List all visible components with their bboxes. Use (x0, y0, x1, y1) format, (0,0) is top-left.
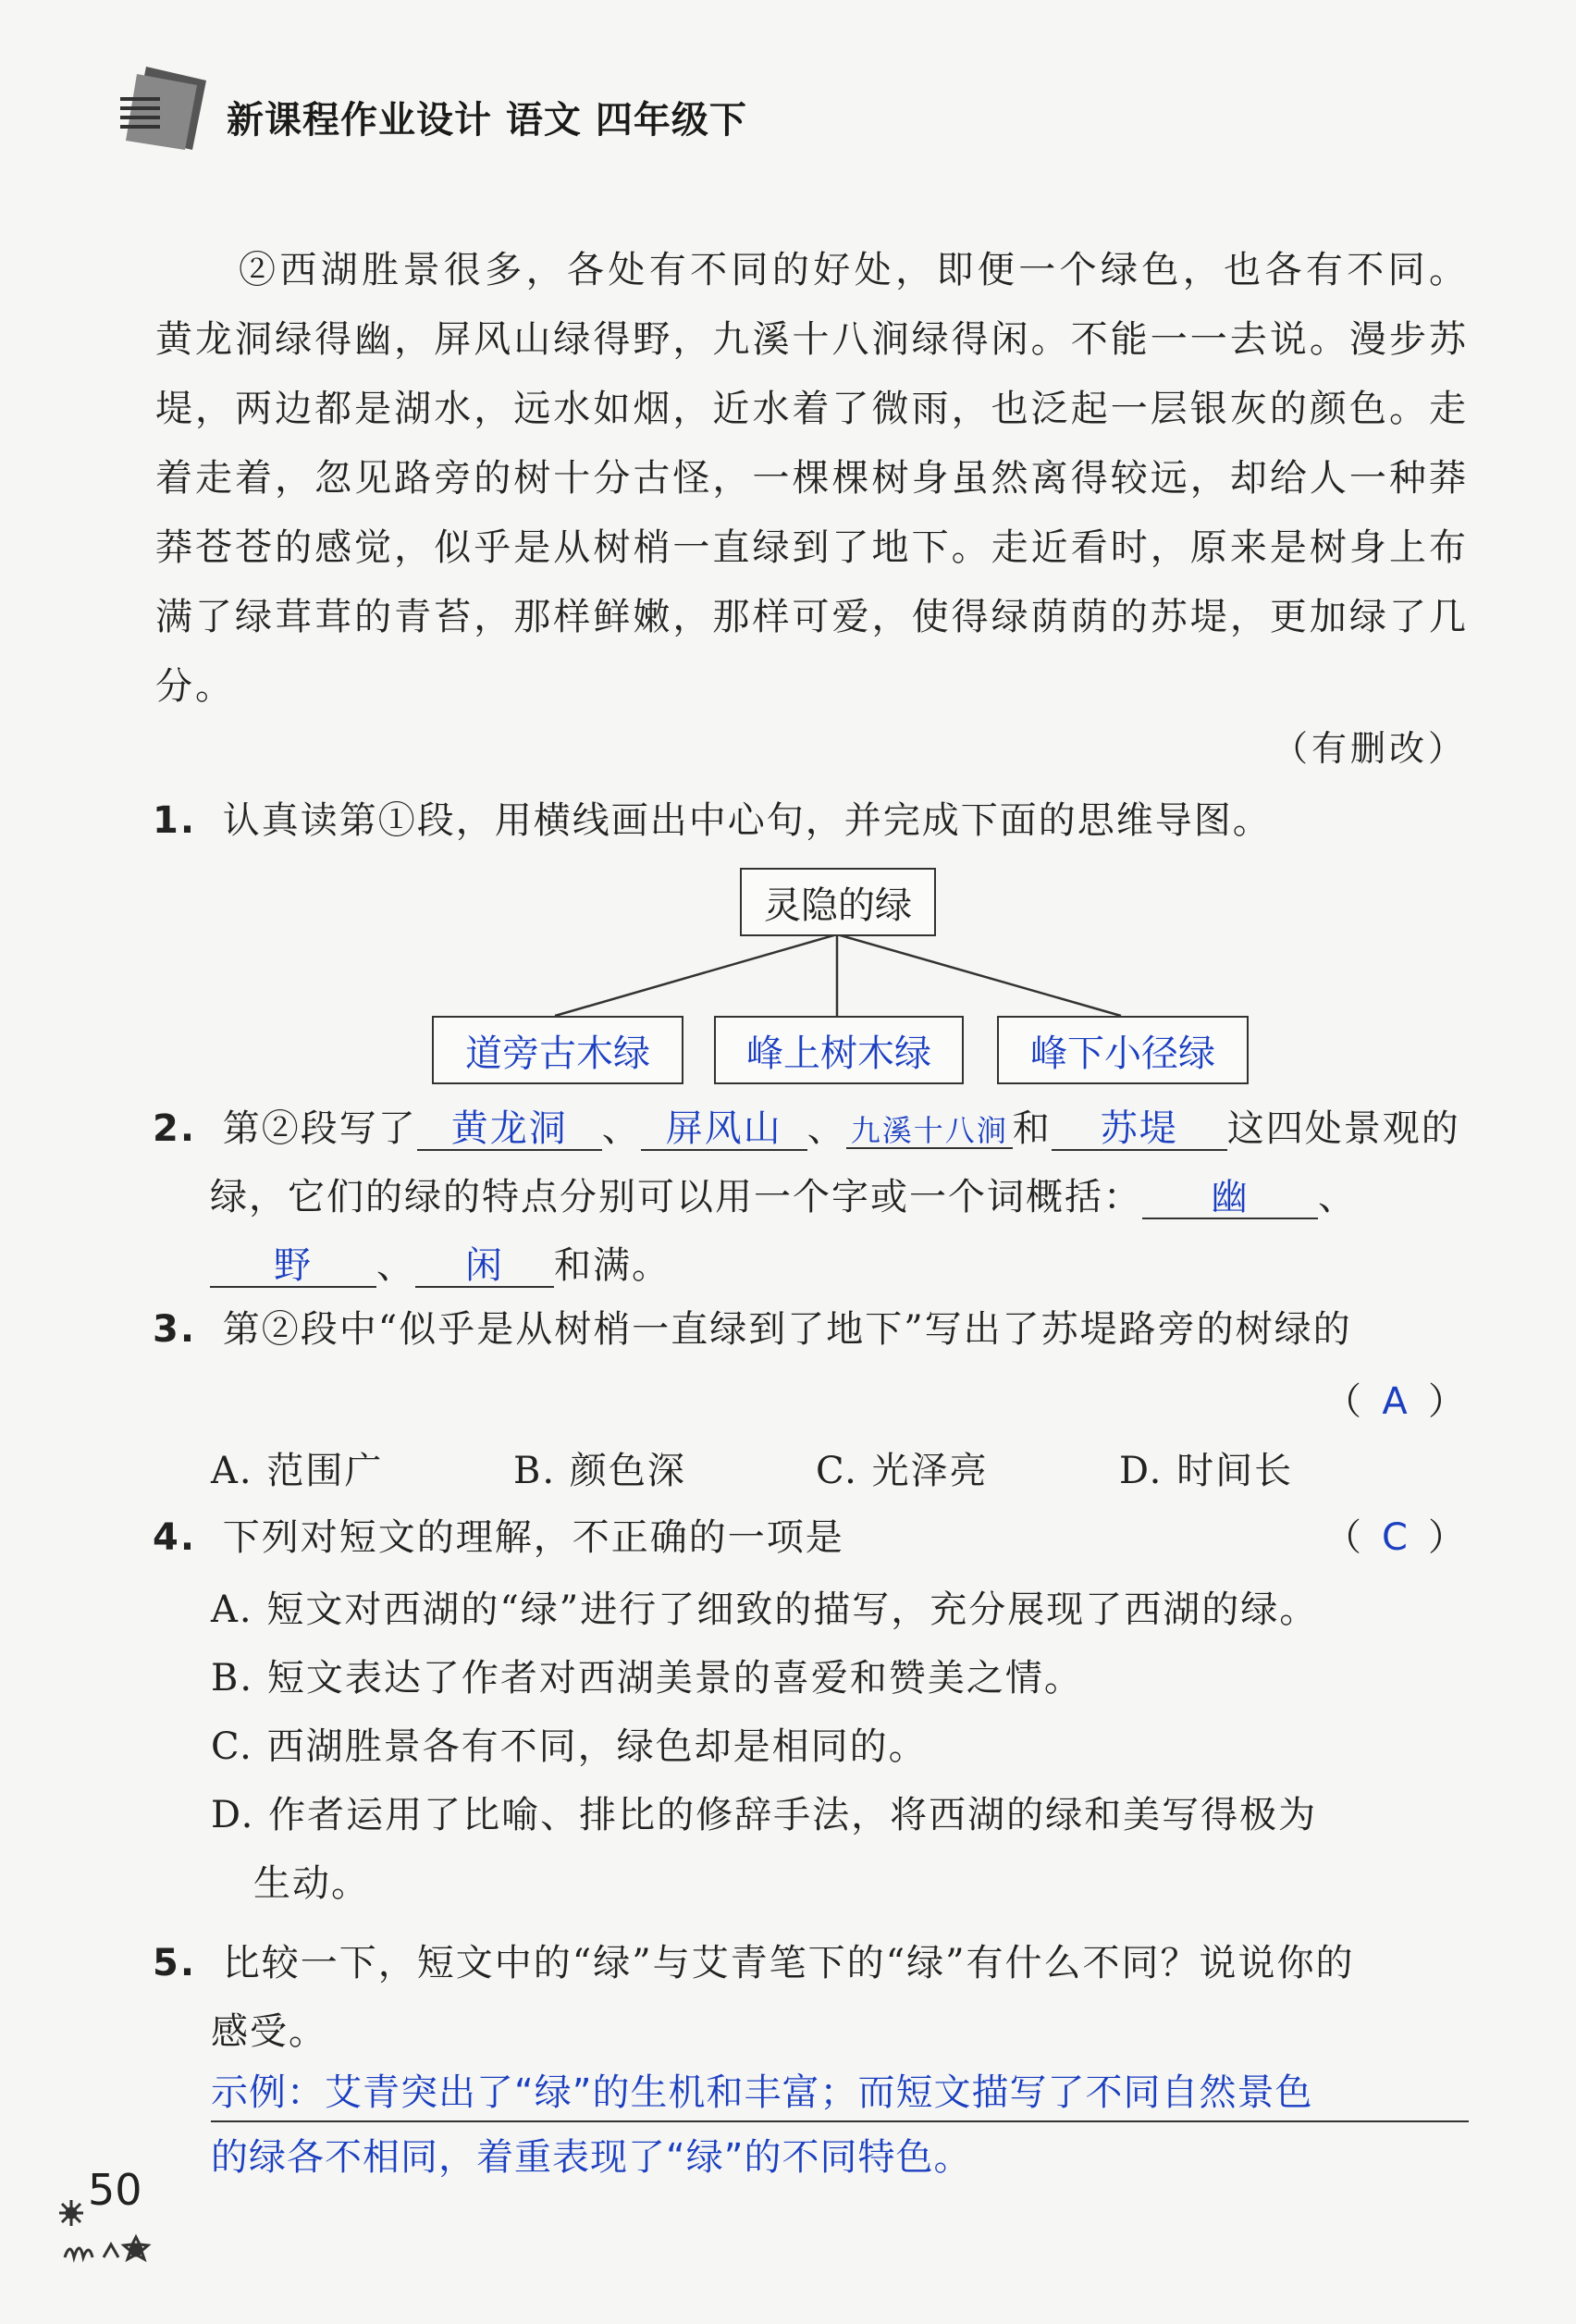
q3-answer-paren (1324, 1367, 1467, 1436)
question-text: 认真读第①段，用横线画出中心句，并完成下面的思维导图。 (222, 799, 1272, 842)
q5-answer-rule (211, 2120, 1469, 2122)
passage-note: （有删改） (1272, 728, 1467, 769)
q3-answer[interactable]: A (1382, 1380, 1410, 1423)
q4-paren-left: （ (1324, 1516, 1363, 1559)
question-2 (153, 1094, 1475, 1300)
question-text: 第②段中“似乎是从树梢一直绿到了地下”写出了苏堤路旁的树绿的 (222, 1308, 1352, 1351)
header-title: 新课程作业设计 语文 四年级下 (227, 99, 747, 142)
mind-map-child-2: 峰上树木绿 (714, 1016, 964, 1084)
q4-option-d-cont: 生动。 (253, 1862, 370, 1905)
passage-paragraph: ②西湖胜景很多，各处有不同的好处，即便一个绿色，也各有不同。黄龙洞绿得幽，屏风山绿得野，九溪十八涧绿得闲。不能一一去说。漫步苏堤，两边都是湖水，远水如烟，近水着了微雨，也泛起一层银灰的颜色。走着走着，忽见路旁的树十分古怪，一棵棵树身虽然离得较远，却给人一种莽莽苍苍的感觉，似乎是从树梢一直绿到了地下。走近看时，原来是树身上布满了绿茸茸的青苔，那样鲜嫩，那样可爱，使得绿荫荫的苏堤，更加绿了几分。 (155, 249, 1469, 708)
q2-sep-4: 、 (376, 1244, 415, 1287)
question-number: 3. (153, 1308, 197, 1351)
q3-option-c: C. 光泽亮 (816, 1450, 989, 1492)
question-5-cont: 感受。 (211, 2010, 327, 2053)
question-number: 5. (153, 1942, 197, 1984)
q2-answer-3[interactable]: 九溪十八涧 (846, 1115, 1013, 1149)
q2-answer-7[interactable]: 闲 (415, 1245, 554, 1288)
q2-text-4: 绿，它们的绿的特点分别可以用一个字或一个词概括： (210, 1176, 1142, 1218)
q4-paren-right: ） (1428, 1516, 1467, 1559)
q4-option-a: A. 短文对西湖的“绿”进行了细致的描写，充分展现了西湖的绿。 (211, 1588, 1319, 1631)
q2-text-3: 这四处景观的 (1226, 1107, 1460, 1150)
header-logo (109, 57, 211, 159)
q2-answer-6[interactable]: 野 (210, 1245, 376, 1288)
page-number: 50 (88, 2165, 142, 2215)
q2-sep-3: 、 (1318, 1176, 1357, 1218)
question-number: 2. (153, 1107, 197, 1150)
question-text: 下列对短文的理解，不正确的一项是 (222, 1516, 844, 1559)
q2-text-5: 和满。 (554, 1244, 671, 1287)
mind-map-root: 灵隐的绿 (740, 868, 936, 936)
question-3 (153, 1295, 1475, 1364)
q4-answer[interactable]: C (1382, 1516, 1410, 1559)
book-stack-icon (109, 57, 211, 159)
mind-map-child-3: 峰下小径绿 (997, 1016, 1249, 1084)
q4-option-b: B. 短文表达了作者对西湖美景的喜爱和赞美之情。 (211, 1657, 1083, 1700)
question-number: 1. (153, 799, 197, 842)
question-4 (153, 1503, 844, 1572)
q5-answer-line-1[interactable]: 示例：艾青突出了“绿”的生机和丰富；而短文描写了不同自然景色 (211, 2071, 1313, 2114)
q3-option-b: B. 颜色深 (513, 1450, 686, 1492)
q2-sep-1: 、 (601, 1107, 641, 1150)
question-1 (153, 786, 1272, 855)
q4-option-d: D. 作者运用了比喻、排比的修辞手法，将西湖的绿和美写得极为 (211, 1794, 1318, 1836)
question-5 (153, 1929, 1355, 1997)
q4-option-c: C. 西湖胜景各有不同，绿色却是相同的。 (211, 1725, 928, 1768)
q3-paren-left: （ (1324, 1380, 1363, 1423)
q2-text-1: 第②段写了 (222, 1107, 417, 1150)
q3-option-a: A. 范围广 (211, 1450, 384, 1492)
q2-text-2: 和 (1012, 1107, 1052, 1150)
q2-answer-5[interactable]: 幽 (1142, 1177, 1318, 1219)
q2-sep-2: 、 (806, 1107, 846, 1150)
mind-map-child-1: 道旁古木绿 (432, 1016, 683, 1084)
question-number: 4. (153, 1516, 197, 1559)
q3-option-d: D. 时间长 (1119, 1450, 1294, 1492)
q2-answer-4[interactable]: 苏堤 (1052, 1108, 1227, 1151)
question-text: 比较一下，短文中的“绿”与艾青笔下的“绿”有什么不同？说说你的 (222, 1942, 1355, 1984)
q3-paren-right: ） (1428, 1380, 1467, 1423)
q2-answer-2[interactable]: 屏风山 (641, 1108, 807, 1151)
q4-answer-paren (1324, 1503, 1467, 1572)
q2-answer-1[interactable]: 黄龙洞 (417, 1108, 602, 1151)
q5-answer-line-2[interactable]: 的绿各不相同，着重表现了“绿”的不同特色。 (211, 2136, 972, 2179)
